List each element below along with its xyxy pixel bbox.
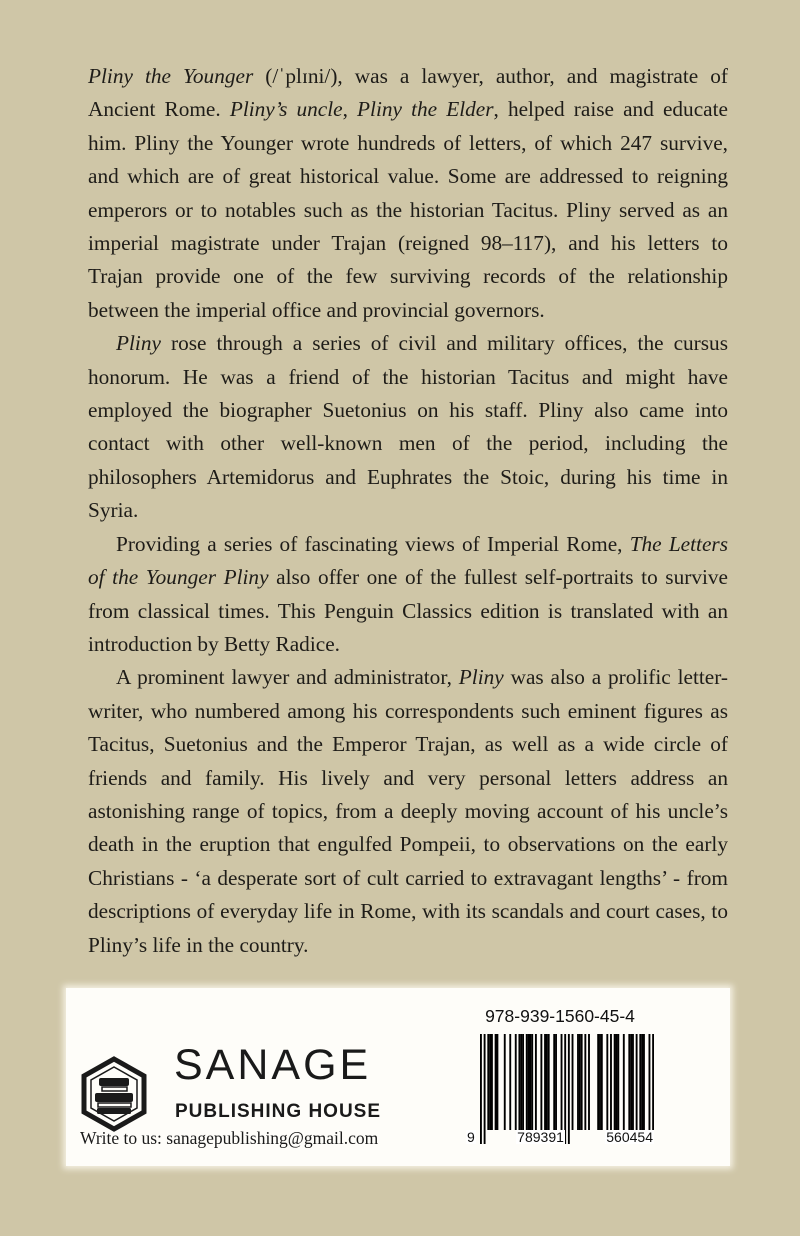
barcode-bar	[597, 1034, 599, 1130]
barcode-bar	[577, 1034, 579, 1130]
barcode-bar	[588, 1034, 590, 1130]
barcode-bar	[531, 1034, 533, 1130]
barcode-bar	[555, 1034, 557, 1130]
barcode-bar	[606, 1034, 608, 1130]
paragraph-4: A prominent lawyer and administrator, Pliny was also a prolific letter-writer, who numbered among his correspondents such eminent figures as Tacitus, Suetonius and the Emperor Trajan, as well as a wide circle of friends and family. His lively and very personal letters address an astonishing range of topics, from a deeply moving account of his uncle’s death in the eruption that engulfed Pompeii, to observations on the early Christians - ‘a desperate sort of cult carried to extravagant lengths’ - from descriptions of everyday life in Rome, with its scandals and court cases, to Pliny’s life in the country.	[88, 665, 728, 957]
barcode-bar	[564, 1034, 566, 1144]
barcode-bar	[636, 1034, 638, 1130]
paragraph-1: Pliny the Younger (/ˈplɪni/), was a lawyer, author, and magistrate of Ancient Rome. Pliny’s uncle, Pliny the Elder, helped raise and educate him. Pliny the Younger wrote hundreds of letters, of which 247 survive, and which are of great historical value. Some are addressed to reigning emperors or to notables such as the historian Tacitus. Pliny served as an imperial magistrate under Trajan (reigned 98–117), and his letters to Trajan provide one of the few surviving records of the relationship between the imperial office and provincial governors.	[88, 64, 728, 322]
barcode-bar	[553, 1034, 555, 1130]
barcode-bar	[623, 1034, 625, 1130]
barcode-bar	[487, 1034, 489, 1130]
barcode-bar	[495, 1034, 497, 1130]
barcode-bar	[480, 1034, 482, 1144]
barcode-bar	[540, 1034, 542, 1130]
barcode-bar	[509, 1034, 511, 1130]
barcode-bar	[491, 1034, 493, 1130]
barcode-bar	[548, 1034, 550, 1130]
barcode-digit-group: 9	[467, 1129, 475, 1145]
contact-email: Write to us: sanagepublishing@gmail.com	[80, 1128, 379, 1148]
barcode-digit-group: 789391	[517, 1129, 564, 1145]
barcode-bar	[652, 1034, 654, 1144]
barcode-bar	[649, 1034, 651, 1144]
isbn-number: 978-939-1560-45-4	[485, 1006, 635, 1026]
barcode-bar	[584, 1034, 586, 1130]
author-name: Pliny the Younger	[88, 64, 254, 88]
barcode-bar	[599, 1034, 601, 1130]
barcode-bar	[643, 1034, 645, 1130]
publisher-name: SANAGE	[174, 1041, 372, 1089]
barcode-bar	[630, 1034, 632, 1130]
barcode-bar	[579, 1034, 581, 1130]
barcode-digits	[466, 1130, 654, 1144]
publisher-subtitle: PUBLISHING HOUSE	[175, 1101, 382, 1122]
barcode-bar	[614, 1034, 616, 1130]
barcode-bar	[561, 1034, 563, 1130]
barcode-bar	[568, 1034, 570, 1144]
barcode-bar	[610, 1034, 612, 1130]
paragraph-3: Providing a series of fascinating views of Imperial Rome, The Letters of the Younger Pliny also offer one of the fullest self-portraits to survive from classical times. This Penguin Classics edition is translated with an introduction by Betty Radice.	[88, 531, 729, 656]
barcode-bar	[639, 1034, 641, 1130]
book-title: The Letters of the Younger Pliny	[88, 531, 728, 590]
barcode-bar	[484, 1034, 486, 1144]
description-text	[88, 60, 728, 962]
barcode-bar	[617, 1034, 619, 1130]
barcode-bar	[544, 1034, 546, 1130]
paragraph-2: Pliny rose through a series of civil and military offices, the cursus honorum. He was a friend of the historian Tacitus and might have employed the biographer Suetonius on his staff. Pliny also came into contact with other well-known men of the period, including the philosophers Artemidorus and Euphrates the Stoic, during his time in Syria.	[88, 331, 728, 523]
barcode-bar	[528, 1034, 530, 1130]
barcode-bar	[628, 1034, 630, 1130]
publisher-box	[66, 988, 730, 1166]
barcode-bar	[520, 1034, 522, 1130]
barcode-bar	[632, 1034, 634, 1130]
barcode-bar	[522, 1034, 524, 1130]
barcode-bar	[515, 1034, 517, 1130]
barcode-bar	[529, 1034, 531, 1130]
barcode-bar	[526, 1034, 528, 1130]
barcode-bar	[496, 1034, 498, 1130]
books-hexagon-logo-icon	[80, 1056, 148, 1132]
barcode-bar	[572, 1034, 574, 1130]
barcode-bar	[546, 1034, 548, 1130]
barcode-bar	[504, 1034, 506, 1130]
barcode-bar	[535, 1034, 537, 1130]
barcode-bar	[616, 1034, 618, 1130]
barcode-bar	[641, 1034, 643, 1130]
barcode-bar	[581, 1034, 583, 1130]
barcode-bar	[518, 1034, 520, 1130]
barcode-bar	[601, 1034, 603, 1130]
barcode-digit-group: 560454	[606, 1129, 653, 1145]
barcode-bar	[489, 1034, 491, 1130]
